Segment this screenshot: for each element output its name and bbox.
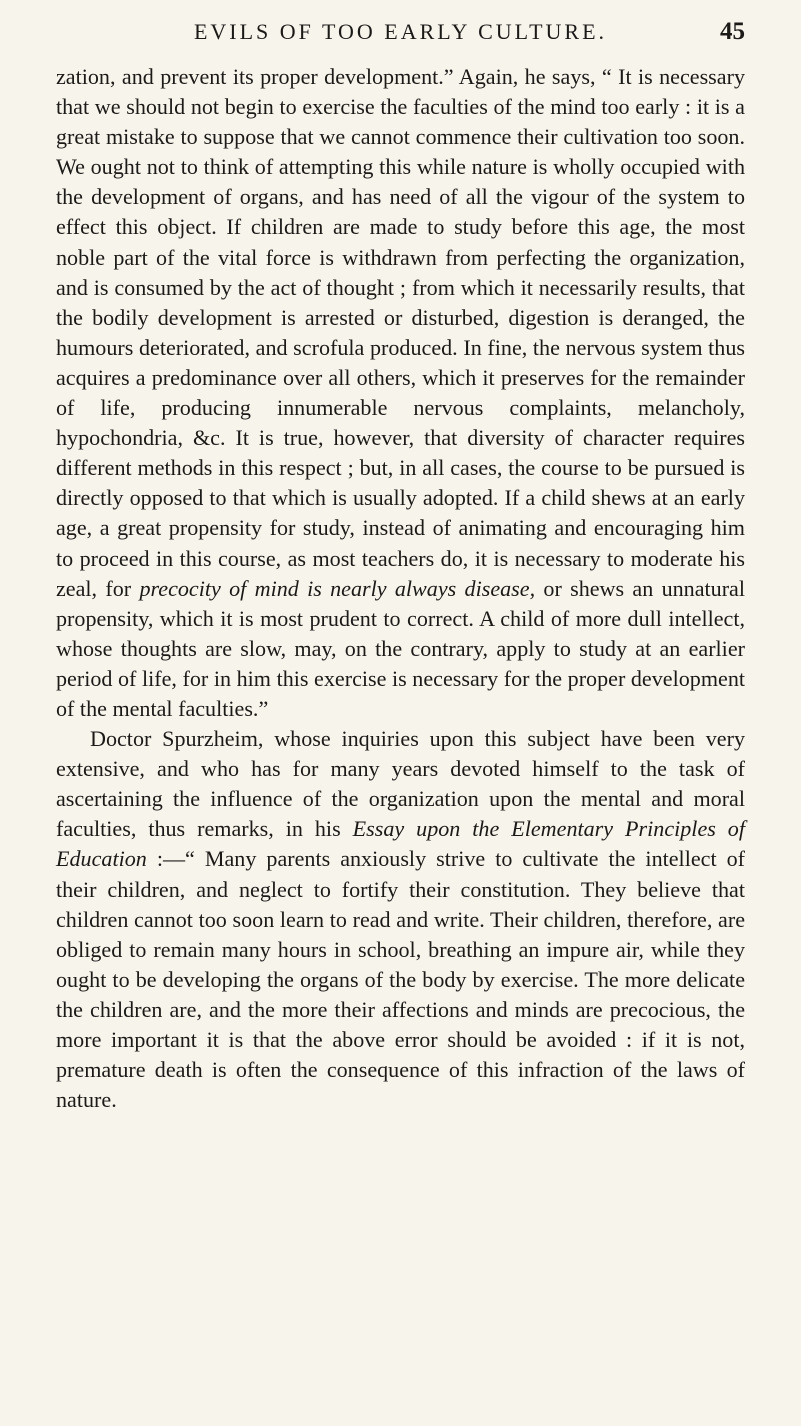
- running-head: [56, 16, 745, 52]
- running-title: EVILS OF TOO EARLY CULTURE.: [193, 19, 608, 44]
- text-run: zation, and prevent its proper development.” Again, he says, “ It is necessary that we should not begin to exercise the faculties of the mind too early : it is a great mistake to suppose that we cannot commence their cultivation too soon. We ought not to think of attempting this while nature is wholly occupied with the development of organs, and has need of all the vigour of the system to effect this object. If children are made to study before this age, the most noble part of the vital force is withdrawn from perfecting the organization, and is consumed by the act of thought ; from which it necessarily results, that the bodily development is arrested or disturbed, digestion is deranged, the humours deteriorated, and scrofula produced. In fine, the nervous system thus acquires a predominance over all others, which it preserves for the remainder of life, producing innumerable nervous complaints, melancholy, hypochondria, &c. It is true, however, that diversity of character requires different methods in this respect ; but, in all cases, the course to be pursued is directly opposed to that which is usually adopted. If a child shews at an early age, a great propensity for study, instead of animating and encouraging him to proceed in this course, as most teachers do, it is necessary to moderate his zeal, for: [56, 64, 745, 601]
- paragraph-2: [56, 724, 745, 1115]
- page-number: 45: [720, 18, 745, 45]
- text-run: Doctor Spurzheim, whose inquiries upon this subject have been very extensive, and who has for many years devoted himself to the task of ascertaining the influence of the organization upon the mental and moral faculties, thus remarks, in his: [56, 726, 745, 842]
- italic-emphasis: precocity of mind is nearly always disease,: [139, 575, 536, 601]
- paragraph-1: [56, 62, 745, 724]
- text-run: :—“ Many parents anxiously strive to cultivate the intellect of their children, and neglect to fortify their constitution. They believe that children cannot too soon learn to read and write. Their children, therefore, are obliged to remain many hours in school, breathing an impure air, while they ought to be developing the organs of the body by exercise. The more delicate the children are, and the more their affections and minds are precocious, the more important it is that the above error should be avoided : if it is not, premature death is often the consequence of this infraction of the laws of nature.: [56, 846, 745, 1113]
- text-run: or shews an unnatural propensity, which it is most prudent to correct. A child of more dull intellect, whose thoughts are slow, may, on the contrary, apply to study at an earlier period of life, for in him this exercise is necessary for the proper development of the mental faculties.”: [56, 575, 745, 721]
- book-title-italic: Essay upon the Elementary Principles of Education: [56, 816, 745, 872]
- body-text: [56, 62, 745, 1115]
